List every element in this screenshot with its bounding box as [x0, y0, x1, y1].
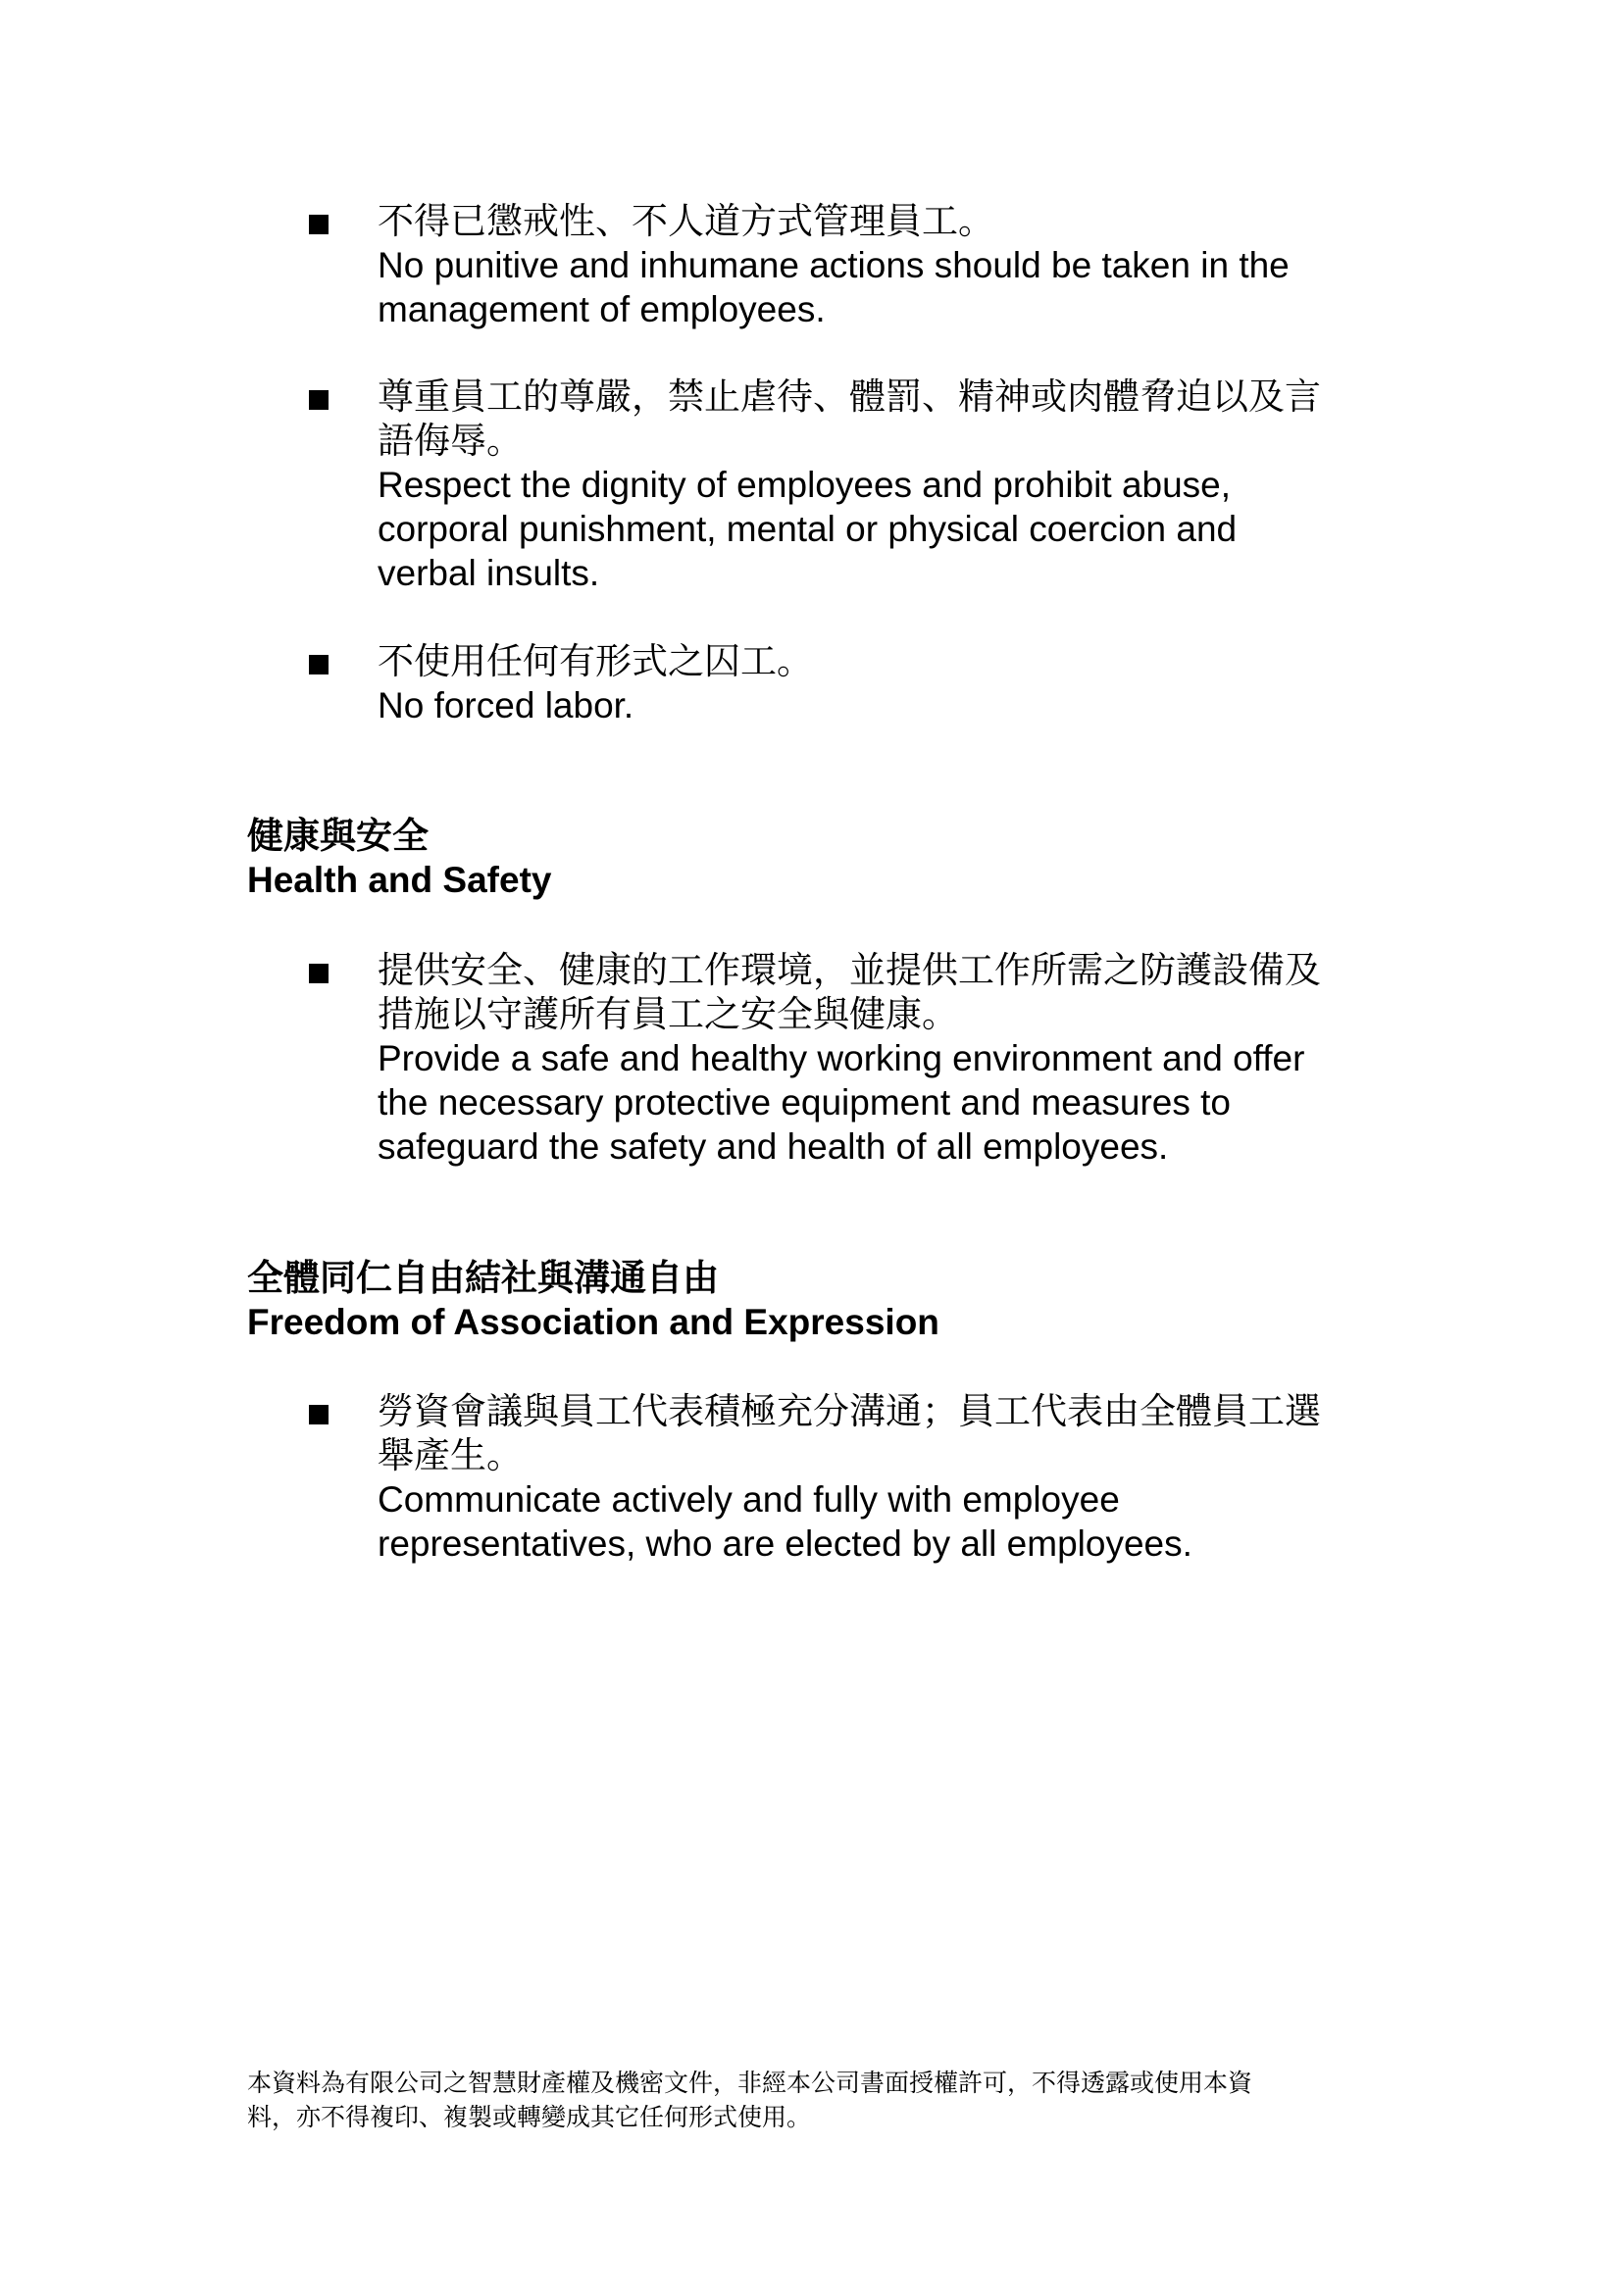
- list-item-text: [378, 199, 1407, 331]
- section-heading-en: Health and Safety: [247, 860, 552, 900]
- section-heading-association: [247, 1256, 1326, 1344]
- section-heading-zh: 健康與安全: [247, 816, 429, 856]
- item-text-en-line: No punitive and inhumane actions should be taken in the: [378, 245, 1290, 285]
- item-text-en-line: verbal insults.: [378, 553, 600, 593]
- bullet-square-icon: [309, 655, 329, 674]
- item-text-en-line: Respect the dignity of employees and prohibit abuse,: [378, 465, 1232, 505]
- bullet-square-icon: [309, 964, 329, 983]
- section-heading-health-safety: [247, 814, 1326, 902]
- item-text-zh-line: 提供安全、健康的工作環境，並提供工作所需之防護設備及: [378, 950, 1321, 990]
- item-text-en-line: safeguard the safety and health of all employees.: [378, 1126, 1169, 1167]
- list-item-text: [378, 948, 1407, 1169]
- item-text-zh-line: 措施以守護所有員工之安全與健康。: [378, 994, 958, 1034]
- list-item-text: [378, 374, 1407, 595]
- item-text-zh-line: 不使用任何有形式之囚工。: [378, 641, 813, 681]
- list-item-text: [378, 639, 1407, 727]
- bullet-square-icon: [309, 1405, 329, 1424]
- bullet-square-icon: [309, 390, 329, 410]
- item-text-zh-line: 尊重員工的尊嚴，禁止虐待、體罰、精神或肉體脅迫以及言: [378, 376, 1321, 417]
- bullet-square-icon: [309, 215, 329, 234]
- footer-line: 料，亦不得複印、複製或轉變成其它任何形式使用。: [247, 2104, 812, 2131]
- item-text-zh-line: 勞資會議與員工代表積極充分溝通；員工代表由全體員工選: [378, 1391, 1321, 1431]
- confidentiality-footer: [247, 2067, 1385, 2135]
- section-heading-en: Freedom of Association and Expression: [247, 1302, 939, 1342]
- section-heading-zh: 全體同仁自由結社與溝通自由: [247, 1258, 719, 1298]
- footer-line: 本資料為有限公司之智慧財產權及機密文件，非經本公司書面授權許可，不得透露或使用本資: [247, 2070, 1253, 2097]
- item-text-en-line: corporal punishment, mental or physical coercion and: [378, 509, 1238, 549]
- item-text-en-line: management of employees.: [378, 289, 826, 329]
- item-text-zh-line: 舉產生。: [378, 1435, 523, 1475]
- item-text-en-line: representatives, who are elected by all employees.: [378, 1523, 1192, 1564]
- list-item-text: [378, 1389, 1407, 1566]
- item-text-zh-line: 不得已懲戒性、不人道方式管理員工。: [378, 201, 994, 241]
- item-text-en-line: the necessary protective equipment and measures to: [378, 1082, 1231, 1123]
- item-text-en-line: No forced labor.: [378, 685, 634, 725]
- item-text-en-line: Communicate actively and fully with employee: [378, 1479, 1120, 1520]
- item-text-en-line: Provide a safe and healthy working environment and offer: [378, 1038, 1305, 1078]
- item-text-zh-line: 語侮辱。: [378, 421, 523, 461]
